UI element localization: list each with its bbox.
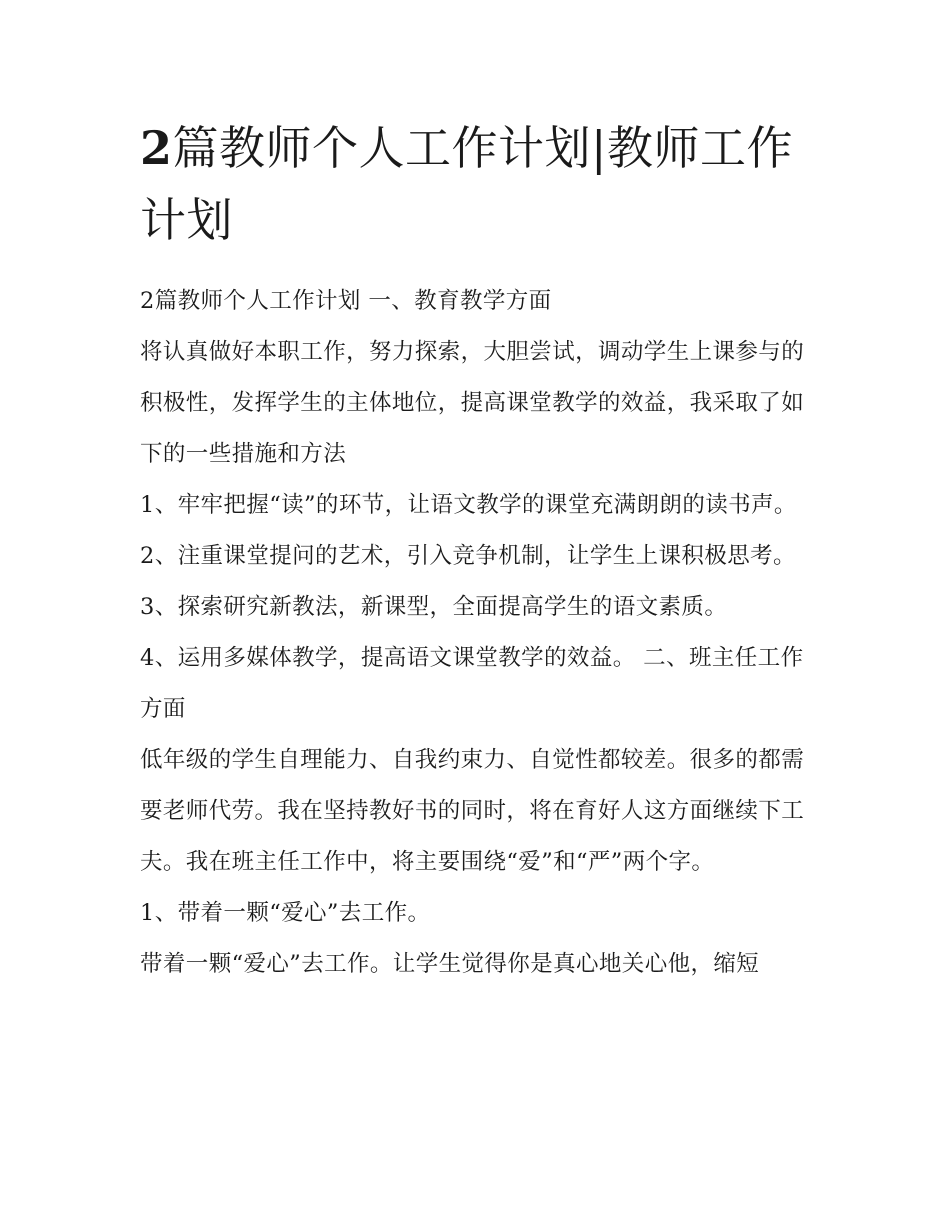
body-paragraph: 3、探索研究新教法，新课型，全面提高学生的语文素质。 xyxy=(140,594,728,620)
document-title xyxy=(140,112,816,256)
body-paragraph: 将认真做好本职工作，努力探索，大胆尝试，调动学生上课参与的积极性，发挥学生的主体地位，提高课堂教学的效益，我采取了如下的一些措施和方法 xyxy=(140,339,805,467)
body-paragraph: 带着一颗“爱心”去工作。让学生觉得你是真心地关心他，缩短 xyxy=(140,951,760,977)
body-paragraph: 4、运用多媒体教学，提高语文课堂教学的效益。 二、班主任工作方面 xyxy=(140,645,804,722)
body-paragraph: 1、带着一颗“爱心”去工作。 xyxy=(140,900,431,926)
body-paragraph: 1、牢牢把握“读”的环节，让语文教学的课堂充满朗朗的读书声。 2、注重课堂提问的艺术，引入竞争机制，让学生上课积极思考。 xyxy=(140,492,797,569)
body-paragraph: 低年级的学生自理能力、自我约束力、自觉性都较差。很多的都需要老师代劳。我在坚持教好书的同时，将在育好人这方面继续下工夫。我在班主任工作中，将主要围绕“爱”和“严”两个字。 xyxy=(140,747,805,875)
body-paragraph: 2篇教师个人工作计划 一、教育教学方面 xyxy=(140,288,552,314)
title-text: 篇教师个人工作计划|教师工作计划 xyxy=(140,121,794,247)
document-page xyxy=(140,112,816,990)
title-number: 2 xyxy=(140,121,173,175)
